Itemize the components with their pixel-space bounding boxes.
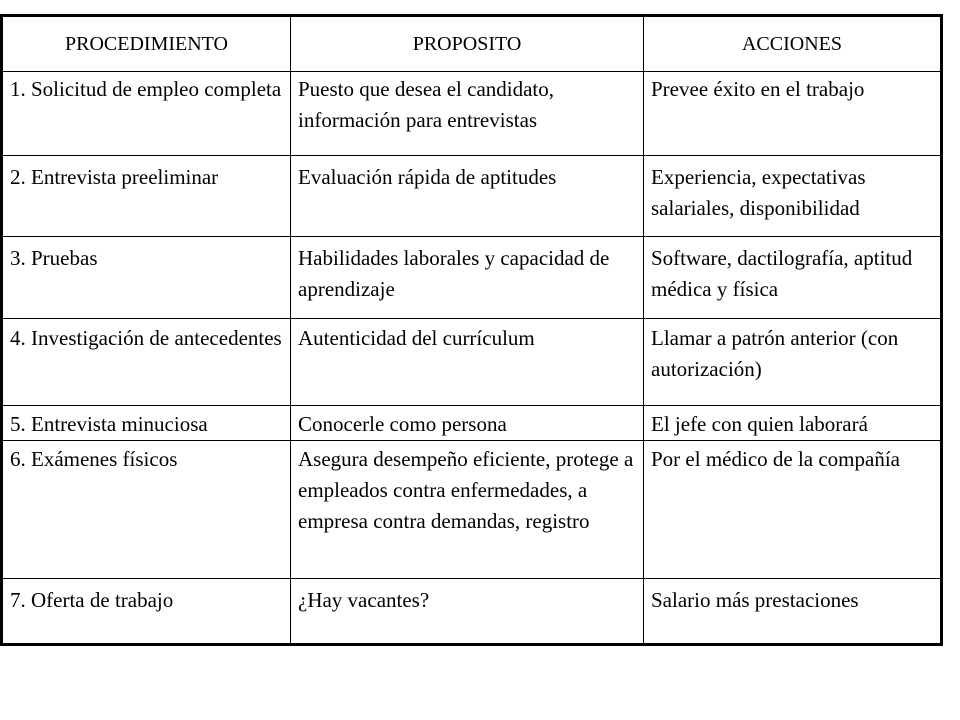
header-proposito: PROPOSITO [291, 16, 644, 72]
procedimiento-cell: 4. Investigación de antecedentes [2, 319, 291, 406]
acciones-cell: Llamar a patrón anterior (con autorización) [644, 319, 942, 406]
acciones-cell: Por el médico de la compañía [644, 441, 942, 579]
acciones-cell: Software, dactilografía, aptitud médica y física [644, 237, 942, 319]
acciones-cell: Salario más prestaciones [644, 579, 942, 645]
proposito-cell: Conocerle como persona [291, 406, 644, 441]
procedimiento-cell: 7. Oferta de trabajo [2, 579, 291, 645]
proposito-cell: ¿Hay vacantes? [291, 579, 644, 645]
table-header-row [2, 16, 942, 72]
table-row [2, 406, 942, 441]
procedimiento-cell: 3. Pruebas [2, 237, 291, 319]
acciones-cell: El jefe con quien laborará [644, 406, 942, 441]
proposito-cell: Asegura desempeño eficiente, protege a empleados contra enfermedades, a empresa contra demandas, registro [291, 441, 644, 579]
hiring-procedure-table [0, 14, 943, 646]
acciones-cell: Prevee éxito en el trabajo [644, 72, 942, 156]
proposito-cell: Evaluación rápida de aptitudes [291, 156, 644, 237]
proposito-cell: Puesto que desea el candidato, información para entrevistas [291, 72, 644, 156]
table-row [2, 237, 942, 319]
procedimiento-cell: 1. Solicitud de empleo completa [2, 72, 291, 156]
procedimiento-cell: 6. Exámenes físicos [2, 441, 291, 579]
table-row [2, 441, 942, 579]
proposito-cell: Autenticidad del currículum [291, 319, 644, 406]
acciones-cell: Experiencia, expectativas salariales, disponibilidad [644, 156, 942, 237]
header-procedimiento: PROCEDIMIENTO [2, 16, 291, 72]
proposito-cell: Habilidades laborales y capacidad de aprendizaje [291, 237, 644, 319]
procedimiento-cell: 2. Entrevista preeliminar [2, 156, 291, 237]
table-row [2, 156, 942, 237]
procedimiento-cell: 5. Entrevista minuciosa [2, 406, 291, 441]
table-row [2, 319, 942, 406]
header-acciones: ACCIONES [644, 16, 942, 72]
table-row [2, 72, 942, 156]
table-row [2, 579, 942, 645]
